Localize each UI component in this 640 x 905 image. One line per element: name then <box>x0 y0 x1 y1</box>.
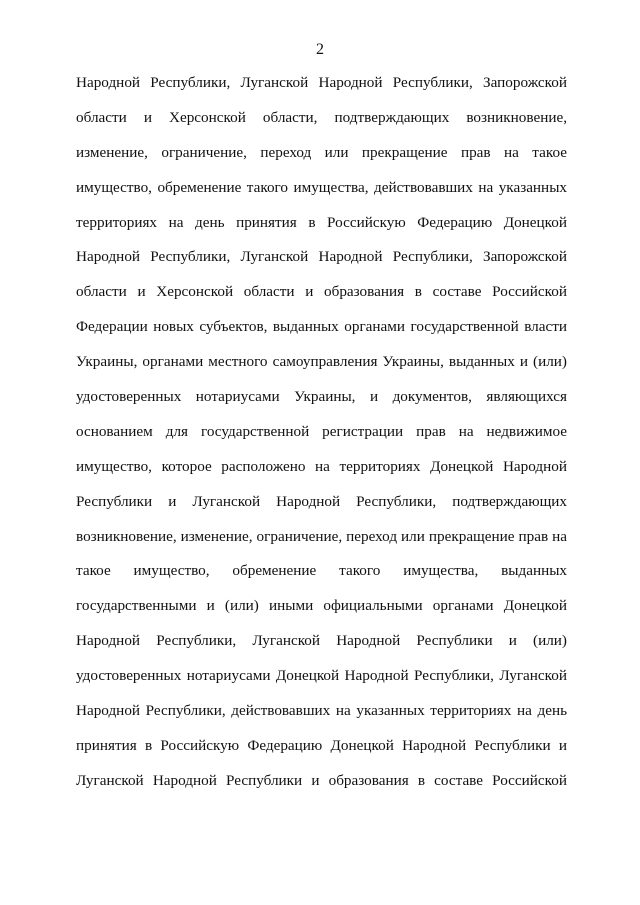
text-line: изменение, ограничение, переход или прекращение прав на такое <box>76 143 567 161</box>
text-line: имущество, которое расположено на территориях Донецкой Народной <box>76 457 567 475</box>
text-line: удостоверенных нотариусами Украины, и документов, являющихся <box>76 388 567 406</box>
page-number: 2 <box>316 41 324 58</box>
text-line: области и Херсонской области, подтверждающих возникновение, <box>76 108 567 126</box>
text-line: возникновение, изменение, ограничение, переход или прекращение прав на <box>76 527 567 545</box>
text-line: основанием для государственной регистрации прав на недвижимое <box>76 422 567 440</box>
text-line: Украины, органами местного самоуправления Украины, выданных и (или) <box>76 353 567 371</box>
text-line: государственными и (или) иными официальными органами Донецкой <box>76 597 567 615</box>
text-line: имущество, обременение такого имущества, действовавших на указанных <box>76 178 567 196</box>
text-line: Республики и Луганской Народной Республики, подтверждающих <box>76 492 567 510</box>
text-line: Народной Республики, Луганской Народной Республики, Запорожской <box>76 248 567 266</box>
text-line: удостоверенных нотариусами Донецкой Народной Республики, Луганской <box>76 667 567 685</box>
text-line: территориях на день принятия в Российскую Федерацию Донецкой <box>76 213 567 231</box>
text-line: Федерации новых субъектов, выданных органами государственной власти <box>76 318 567 336</box>
text-line: Народной Республики, Луганской Народной Республики и (или) <box>76 632 567 650</box>
text-line: Народной Республики, действовавших на указанных территориях на день <box>76 702 567 720</box>
text-line: Народной Республики, Луганской Народной Республики, Запорожской <box>76 74 567 91</box>
text-line: принятия в Российскую Федерацию Донецкой Народной Республики и <box>76 736 567 754</box>
text-line: Луганской Народной Республики и образования в составе Российской <box>76 771 567 789</box>
text-line: такое имущество, обременение такого имущества, выданных <box>76 562 567 580</box>
body-text <box>76 74 567 807</box>
text-line: области и Херсонской области и образования в составе Российской <box>76 283 567 301</box>
